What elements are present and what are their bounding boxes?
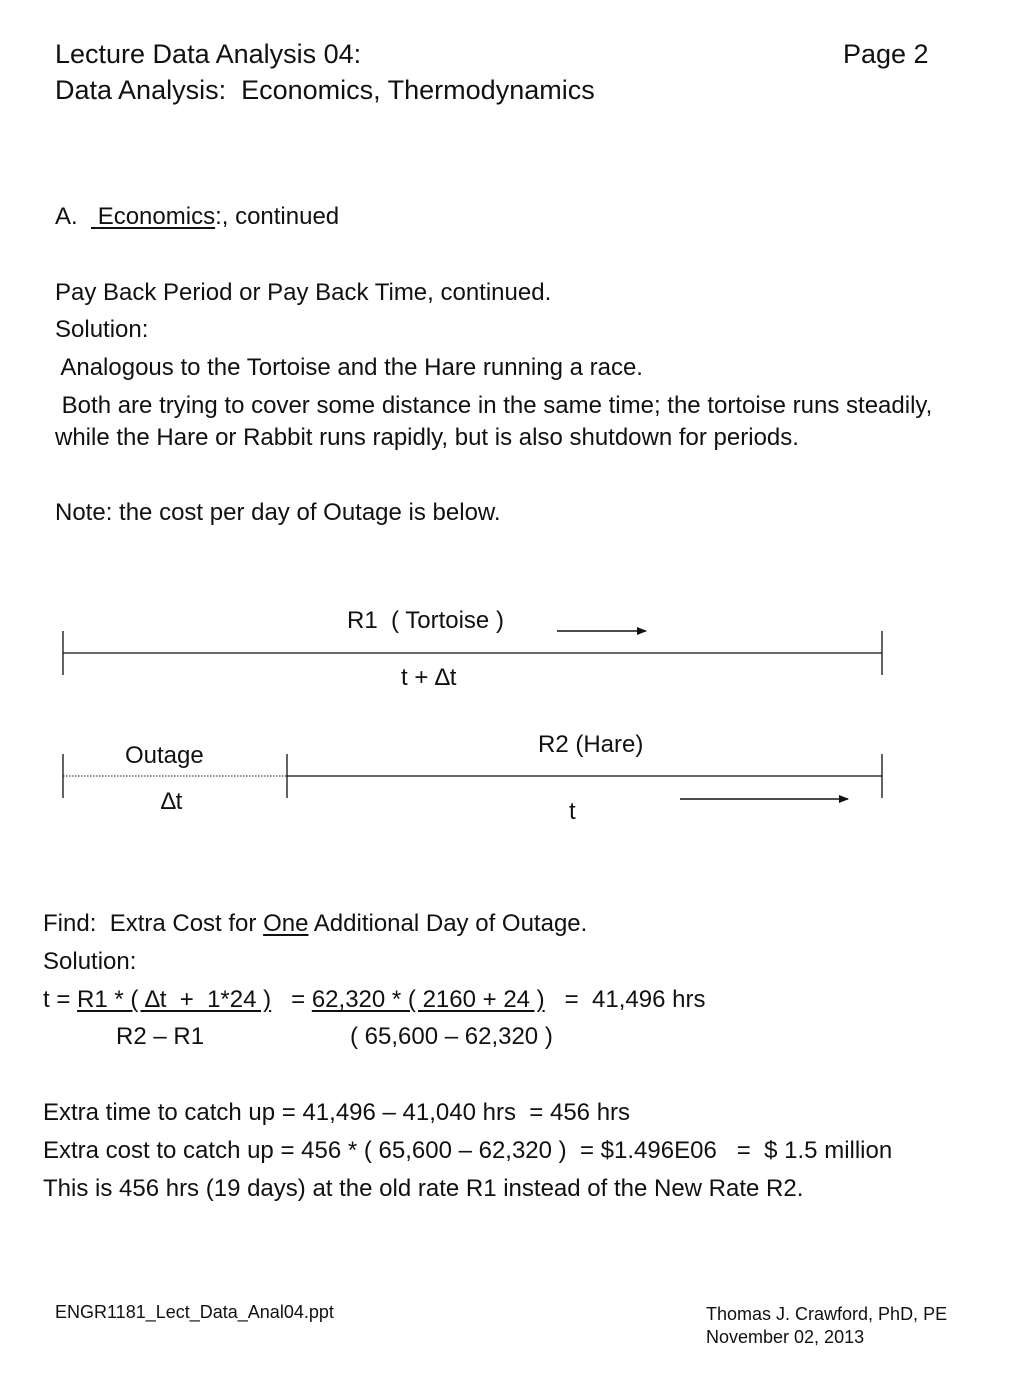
solution-label: Solution: xyxy=(55,316,149,343)
lecture-title: Lecture Data Analysis 04: xyxy=(55,39,362,69)
find-emphasis: One xyxy=(263,910,309,937)
extra-cost-line: Extra cost to catch up = 456 * ( 65,600 – 62,320 ) = $1.496E06 = $ 1.5 million xyxy=(43,1137,893,1164)
section-suffix: :, continued xyxy=(215,203,340,230)
footer-filename: ENGR1181_Lect_Data_Anal04.ppt xyxy=(55,1302,334,1322)
eq-numerator-numeric: 62,320 * ( 2160 + 24 ) xyxy=(311,986,545,1013)
outage-note: Note: the cost per day of Outage is below. xyxy=(55,499,501,526)
eq-result: = 41,496 hrs xyxy=(544,986,706,1013)
r1-label: R1 ( Tortoise ) xyxy=(347,607,504,634)
section-prefix: A. xyxy=(55,203,92,230)
solution-label-2: Solution: xyxy=(43,948,137,975)
equation-numerator-line: t = R1 * ( ∆t + 1*24 ) = 62,320 * ( 2160 + 24 ) = 41,496 hrs xyxy=(43,986,706,1013)
extra-time-line: Extra time to catch up = 41,496 – 41,040 hrs = 456 hrs xyxy=(43,1099,631,1126)
analogy-text: Analogous to the Tortoise and the Hare running a race. xyxy=(55,354,643,381)
eq-denominator-symbolic: R2 – R1 xyxy=(116,1023,205,1050)
section-title: Economics xyxy=(97,203,216,230)
race-text-line2: while the Hare or Rabbit runs rapidly, but is also shutdown for periods. xyxy=(55,424,799,451)
outage-time-label: ∆t xyxy=(161,788,183,815)
eq-numerator-symbolic: R1 * ( ∆t + 1*24 ) xyxy=(77,986,272,1013)
r1-time-label: t + ∆t xyxy=(401,664,457,691)
lecture-subtitle: Data Analysis: Economics, Thermodynamics xyxy=(55,75,595,105)
conclusion-line: This is 456 hrs (19 days) at the old rate R1 instead of the New Rate R2. xyxy=(43,1175,804,1202)
footer-author: Thomas J. Crawford, PhD, PE xyxy=(706,1304,948,1324)
r2-label: R2 (Hare) xyxy=(538,731,644,758)
eq-denominator-numeric: ( 65,600 – 62,320 ) xyxy=(350,1023,553,1050)
payback-heading: Pay Back Period or Pay Back Time, continued. xyxy=(55,279,552,306)
page-number: Page 2 xyxy=(843,39,929,69)
find-statement: Find: Extra Cost for One Additional Day of Outage. xyxy=(43,910,588,937)
r2-time-label: t xyxy=(569,798,576,825)
footer-date: November 02, 2013 xyxy=(706,1327,865,1347)
outage-label: Outage xyxy=(125,742,204,769)
race-text-line1: Both are trying to cover some distance in the same time; the tortoise runs steadily, xyxy=(55,392,933,419)
